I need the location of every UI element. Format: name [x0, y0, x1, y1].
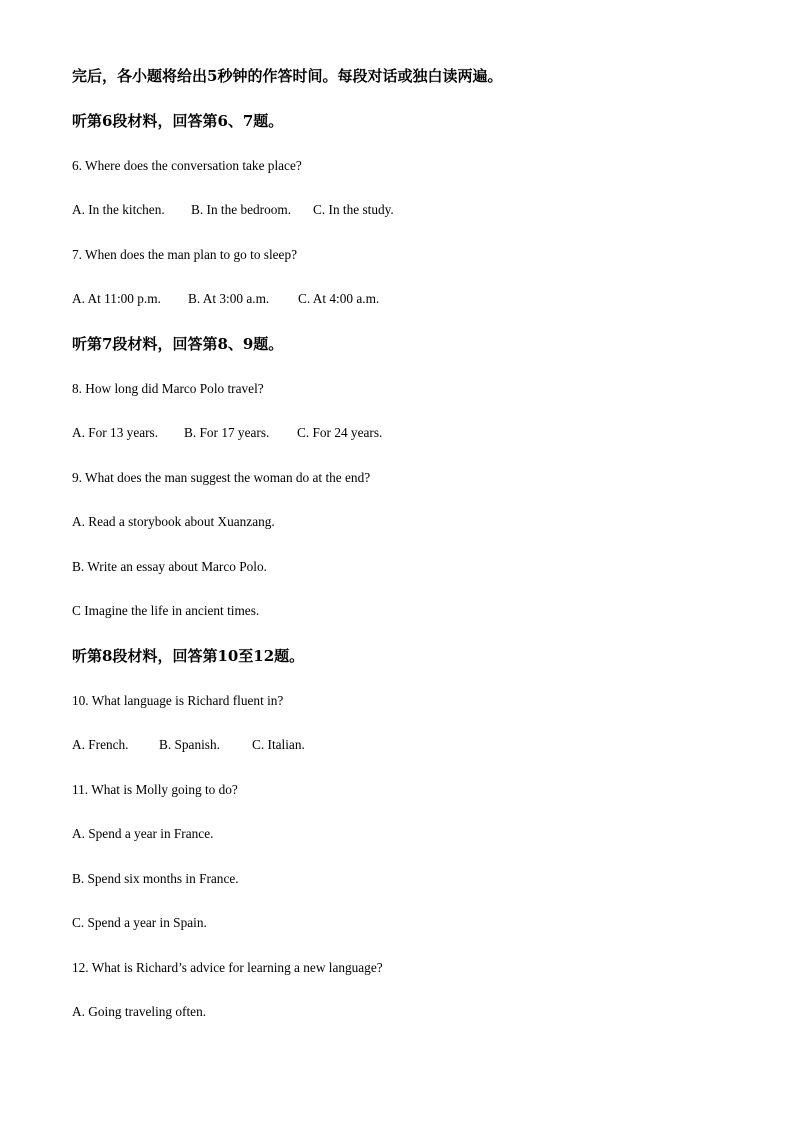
- option-8c: C. For 24 years.: [297, 425, 383, 440]
- question-7-options: [72, 289, 379, 309]
- option-6b: B. In the bedroom.: [191, 202, 292, 217]
- question-10-options: [72, 735, 305, 755]
- option-9b: B. Write an essay about Marco Polo.: [72, 559, 267, 574]
- section-heading-6: 听第6段材料，回答第6、7题。: [72, 112, 284, 130]
- option-8a: A. For 13 years.: [72, 425, 159, 440]
- option-6c: C. In the study.: [313, 202, 394, 217]
- option-10c: C. Italian.: [252, 737, 305, 752]
- question-8: 8. How long did Marco Polo travel?: [72, 381, 264, 396]
- question-8-options: [72, 423, 382, 443]
- question-11: 11. What is Molly going to do?: [72, 782, 238, 797]
- option-12a: A. Going traveling often.: [72, 1004, 207, 1019]
- question-12: 12. What is Richard’s advice for learning a new language?: [72, 960, 383, 975]
- option-11a: A. Spend a year in France.: [72, 826, 214, 841]
- option-6a: A. In the kitchen.: [72, 202, 165, 217]
- option-10b: B. Spanish.: [159, 737, 220, 752]
- question-6: 6. Where does the conversation take place?: [72, 158, 302, 173]
- section-heading-7: 听第7段材料，回答第8、9题。: [72, 335, 284, 353]
- option-10a: A. French.: [72, 737, 129, 752]
- question-9: 9. What does the man suggest the woman do at the end?: [72, 470, 371, 485]
- question-6-options: [72, 200, 394, 220]
- option-11c: C. Spend a year in Spain.: [72, 915, 207, 930]
- option-11b: B. Spend six months in France.: [72, 871, 239, 886]
- question-7: 7. When does the man plan to go to sleep?: [72, 247, 298, 262]
- option-7a: A. At 11:00 p.m.: [72, 291, 161, 306]
- option-9a: A. Read a storybook about Xuanzang.: [72, 514, 275, 529]
- instruction-text: 完后，各小题将给出5秒钟的作答时间。每段对话或独白读两遍。: [72, 67, 503, 85]
- option-8b: B. For 17 years.: [184, 425, 270, 440]
- option-7c: C. At 4:00 a.m.: [298, 291, 380, 306]
- section-heading-8: 听第8段材料，回答第10至12题。: [72, 647, 305, 665]
- option-9c: C Imagine the life in ancient times.: [72, 603, 260, 618]
- option-7b: B. At 3:00 a.m.: [188, 291, 270, 306]
- question-10: 10. What language is Richard fluent in?: [72, 693, 284, 708]
